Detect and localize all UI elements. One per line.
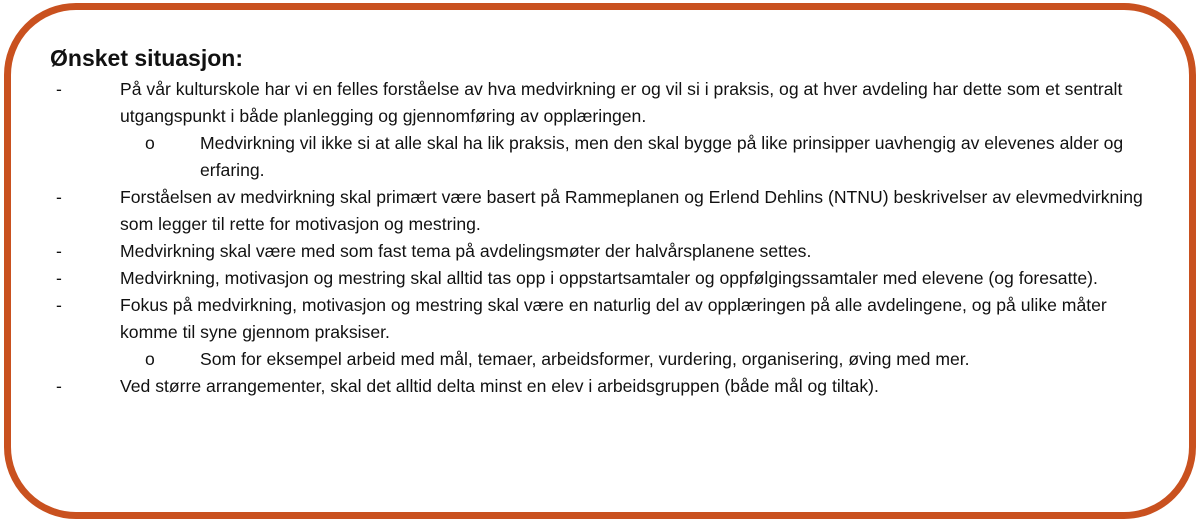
list-item-text: Ved større arrangementer, skal det alltid delta minst en elev i arbeidsgruppen (både mål og tiltak). xyxy=(120,376,879,396)
list-marker: - xyxy=(56,268,62,288)
list-marker: - xyxy=(56,295,62,315)
list-item xyxy=(50,346,1160,373)
list-marker: - xyxy=(56,79,62,99)
list-marker: o xyxy=(145,349,155,369)
list-item xyxy=(50,265,1160,292)
list-item xyxy=(50,130,1160,184)
list-item-text: Som for eksempel arbeid med mål, temaer, arbeidsformer, vurdering, organisering, øving med mer. xyxy=(200,349,970,369)
list-marker: - xyxy=(56,241,62,261)
list-marker: - xyxy=(56,376,62,396)
list-item xyxy=(50,238,1160,265)
list-item xyxy=(50,373,1160,400)
list-item-text: Medvirkning vil ikke si at alle skal ha lik praksis, men den skal bygge på like prinsipper uavhengig av elevenes alder og erfaring. xyxy=(200,133,1124,180)
document-content xyxy=(50,44,1160,400)
document-heading: Ønsket situasjon: xyxy=(50,45,243,71)
list-marker: - xyxy=(56,187,62,207)
list-item-text: Medvirkning, motivasjon og mestring skal alltid tas opp i oppstartsamtaler og oppfølgingssamtaler med elevene (og foresatte). xyxy=(120,268,1098,288)
list-item-text: Medvirkning skal være med som fast tema på avdelingsmøter der halvårsplanene settes. xyxy=(120,241,812,261)
list-marker: o xyxy=(145,133,155,153)
list-item xyxy=(50,184,1160,238)
list-item-text: Fokus på medvirkning, motivasjon og mestring skal være en naturlig del av opplæringen på alle avdelingene, og på ulike måter komme til syne gjennom praksiser. xyxy=(120,295,1107,342)
list-item xyxy=(50,292,1160,346)
list-item xyxy=(50,76,1160,130)
list-item-text: På vår kulturskole har vi en felles forståelse av hva medvirkning er og vil si i praksis, og at hver avdeling har dette som et sentralt utgangspunkt i både planlegging og gjennomføring av opplæringen. xyxy=(120,79,1123,126)
list-item-text: Forståelsen av medvirkning skal primært være basert på Rammeplanen og Erlend Dehlins (NTNU) beskrivelser av elevmedvirkning som legger til rette for motivasjon og mestring. xyxy=(120,187,1143,234)
